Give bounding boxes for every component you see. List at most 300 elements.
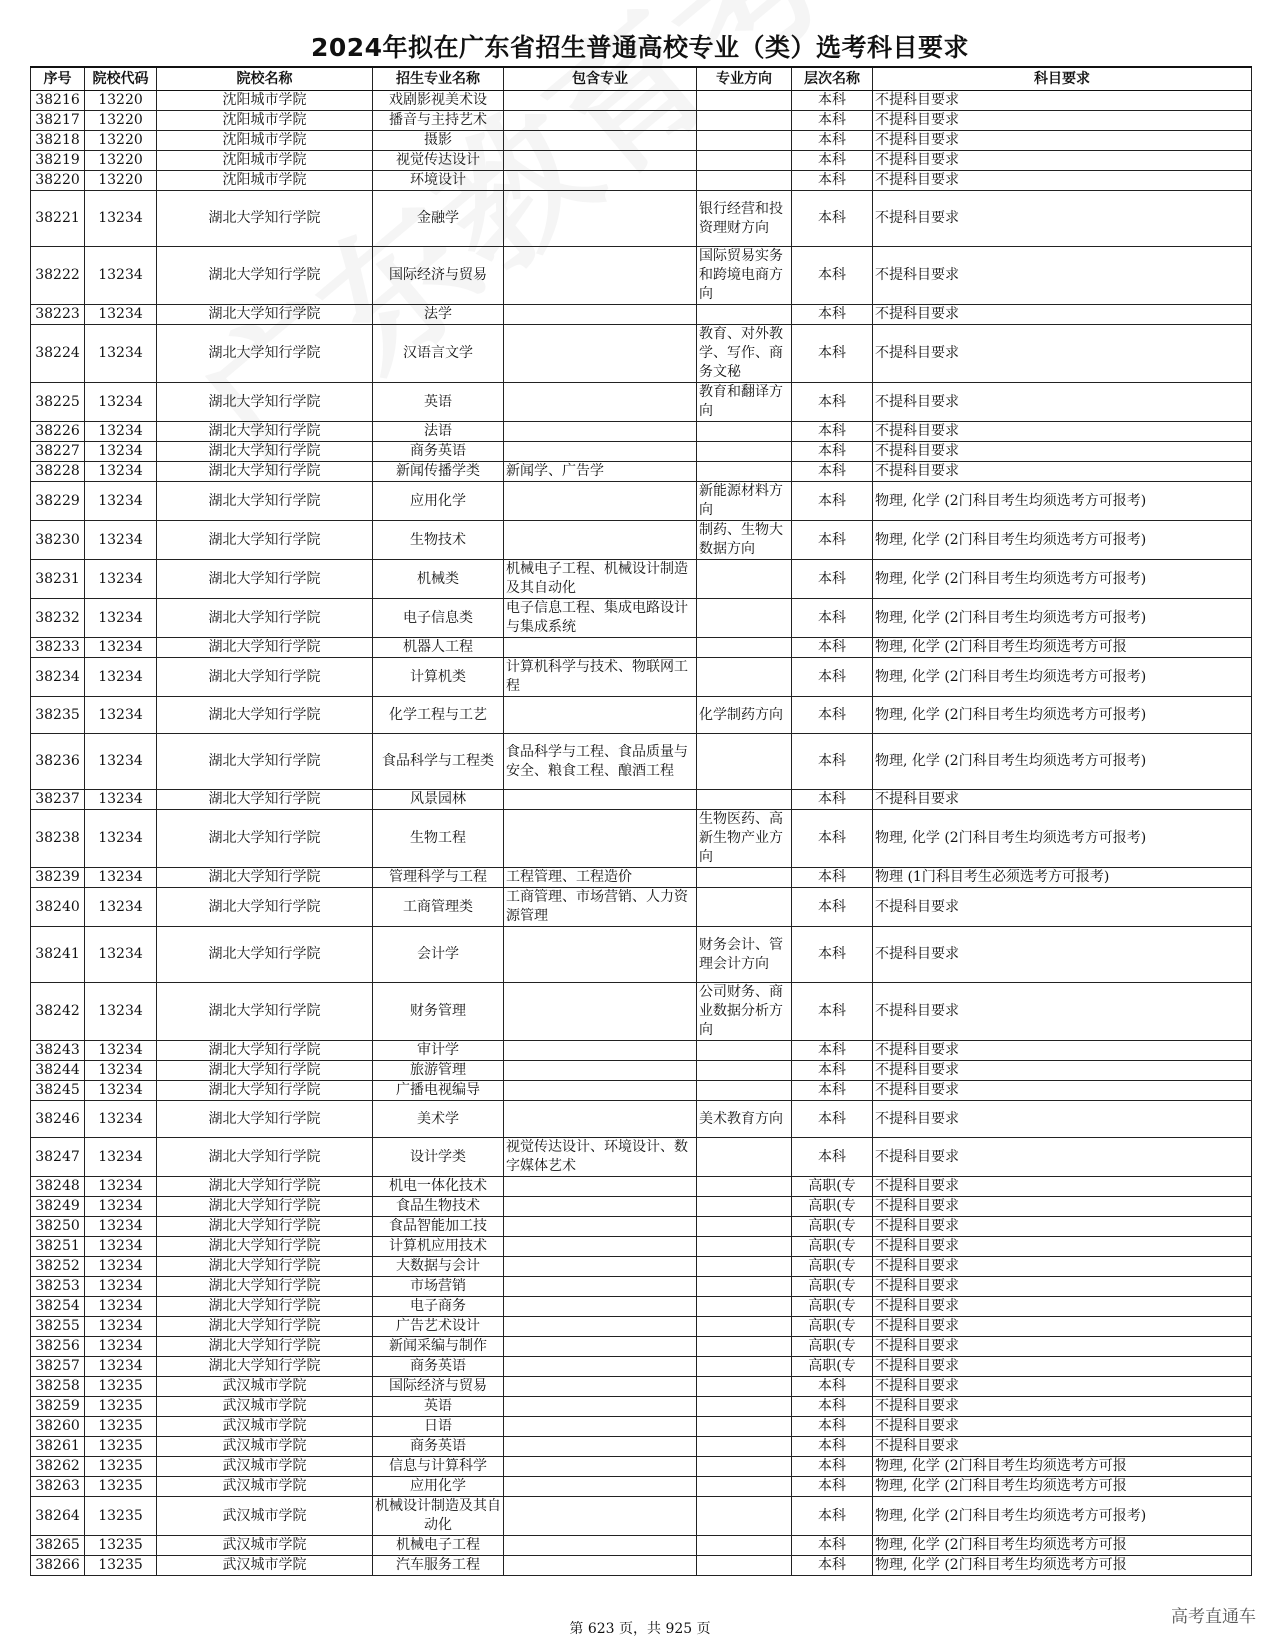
row-requirement: 物理, 化学 (2门科目考生均须选考方可报考) [873,697,1252,734]
row-code: 13235 [85,1457,157,1477]
row-code: 13234 [85,1277,157,1297]
row-seq: 38235 [31,697,85,734]
row-school: 湖北大学知行学院 [157,888,373,927]
row-code: 13234 [85,888,157,927]
row-seq: 38254 [31,1297,85,1317]
row-direction: 生物医药、高新生物产业方向 [697,810,792,868]
row-level: 本科 [792,482,873,521]
row-seq: 38229 [31,482,85,521]
row-seq: 38216 [31,91,85,111]
row-school: 湖北大学知行学院 [157,1317,373,1337]
table-row [31,383,1252,422]
row-include [504,1197,697,1217]
row-school: 湖北大学知行学院 [157,868,373,888]
table-row [31,560,1252,599]
row-seq: 38257 [31,1357,85,1377]
table-row [31,1217,1252,1237]
row-include [504,1556,697,1576]
row-requirement: 不提科目要求 [873,191,1252,247]
row-direction [697,1397,792,1417]
row-direction [697,1536,792,1556]
row-requirement: 不提科目要求 [873,1177,1252,1197]
table-row [31,1497,1252,1536]
table-row [31,1041,1252,1061]
row-level: 本科 [792,247,873,305]
row-school: 湖北大学知行学院 [157,305,373,325]
row-code: 13234 [85,1357,157,1377]
row-code: 13234 [85,422,157,442]
table-row [31,1556,1252,1576]
row-requirement: 物理 (1门科目考生必须选考方可报考) [873,868,1252,888]
row-code: 13234 [85,305,157,325]
row-direction [697,658,792,697]
row-include [504,247,697,305]
row-include [504,1477,697,1497]
table-row [31,734,1252,790]
row-include [504,1061,697,1081]
table-header-row [31,67,1252,91]
row-requirement: 不提科目要求 [873,927,1252,983]
row-seq: 38241 [31,927,85,983]
row-level: 本科 [792,442,873,462]
table-row [31,888,1252,927]
table-row [31,521,1252,560]
row-requirement: 不提科目要求 [873,1101,1252,1138]
row-code: 13220 [85,111,157,131]
row-level: 本科 [792,734,873,790]
row-school: 湖北大学知行学院 [157,1138,373,1177]
row-level: 本科 [792,171,873,191]
row-major: 广播电视编导 [373,1081,504,1101]
col-header-major: 招生专业名称 [373,67,504,91]
row-direction [697,1138,792,1177]
row-direction: 新能源材料方向 [697,482,792,521]
row-major: 法学 [373,305,504,325]
row-level: 高职(专 [792,1197,873,1217]
row-major: 机械类 [373,560,504,599]
row-major: 生物工程 [373,810,504,868]
row-major: 计算机类 [373,658,504,697]
row-school: 湖北大学知行学院 [157,1237,373,1257]
row-code: 13234 [85,599,157,638]
row-requirement: 不提科目要求 [873,383,1252,422]
row-requirement: 不提科目要求 [873,888,1252,927]
row-school: 湖北大学知行学院 [157,1061,373,1081]
table-row [31,171,1252,191]
row-school: 湖北大学知行学院 [157,1357,373,1377]
row-seq: 38251 [31,1237,85,1257]
row-requirement: 不提科目要求 [873,1217,1252,1237]
row-direction: 公司财务、商业数据分析方向 [697,983,792,1041]
row-school: 武汉城市学院 [157,1377,373,1397]
table-row [31,868,1252,888]
row-code: 13234 [85,868,157,888]
row-requirement: 物理, 化学 (2门科目考生均须选考方可报考) [873,482,1252,521]
table-row [31,442,1252,462]
row-direction [697,868,792,888]
row-include [504,983,697,1041]
table-row [31,1417,1252,1437]
row-include: 工商管理、市场营销、人力资源管理 [504,888,697,927]
row-major: 法语 [373,422,504,442]
row-code: 13235 [85,1497,157,1536]
row-seq: 38230 [31,521,85,560]
row-direction [697,888,792,927]
row-major: 食品生物技术 [373,1197,504,1217]
table-row [31,1061,1252,1081]
row-seq: 38224 [31,325,85,383]
row-major: 广告艺术设计 [373,1317,504,1337]
row-include [504,521,697,560]
table-row [31,1177,1252,1197]
row-include [504,1397,697,1417]
row-major: 大数据与会计 [373,1257,504,1277]
row-code: 13234 [85,325,157,383]
row-code: 13234 [85,247,157,305]
row-seq: 38221 [31,191,85,247]
row-level: 本科 [792,521,873,560]
table-row [31,1197,1252,1217]
row-include [504,1041,697,1061]
row-include [504,151,697,171]
row-level: 本科 [792,1081,873,1101]
row-major: 国际经济与贸易 [373,1377,504,1397]
row-school: 湖北大学知行学院 [157,1257,373,1277]
row-seq: 38245 [31,1081,85,1101]
row-school: 武汉城市学院 [157,1556,373,1576]
row-school: 沈阳城市学院 [157,151,373,171]
row-include [504,790,697,810]
row-requirement: 不提科目要求 [873,983,1252,1041]
row-code: 13235 [85,1377,157,1397]
row-code: 13234 [85,1317,157,1337]
row-seq: 38244 [31,1061,85,1081]
table-row [31,305,1252,325]
row-requirement: 物理, 化学 (2门科目考生均须选考方可报考) [873,521,1252,560]
row-school: 湖北大学知行学院 [157,638,373,658]
row-school: 湖北大学知行学院 [157,1217,373,1237]
row-level: 本科 [792,1556,873,1576]
row-level: 本科 [792,638,873,658]
row-requirement: 不提科目要求 [873,111,1252,131]
row-direction [697,1437,792,1457]
row-level: 本科 [792,888,873,927]
row-include [504,131,697,151]
row-include: 视觉传达设计、环境设计、数字媒体艺术 [504,1138,697,1177]
row-level: 高职(专 [792,1337,873,1357]
row-school: 湖北大学知行学院 [157,697,373,734]
row-major: 市场营销 [373,1277,504,1297]
row-seq: 38261 [31,1437,85,1457]
row-level: 本科 [792,462,873,482]
row-school: 湖北大学知行学院 [157,1197,373,1217]
row-requirement: 不提科目要求 [873,1437,1252,1457]
row-level: 本科 [792,1497,873,1536]
table-row [31,983,1252,1041]
row-major: 机电一体化技术 [373,1177,504,1197]
row-include [504,442,697,462]
row-seq: 38219 [31,151,85,171]
row-requirement: 物理, 化学 (2门科目考生均须选考方可报考) [873,810,1252,868]
row-major: 环境设计 [373,171,504,191]
col-header-code: 院校代码 [85,67,157,91]
table-row [31,790,1252,810]
row-seq: 38248 [31,1177,85,1197]
row-major: 生物技术 [373,521,504,560]
row-requirement: 不提科目要求 [873,1061,1252,1081]
row-level: 本科 [792,1377,873,1397]
row-include [504,1357,697,1377]
row-include [504,1177,697,1197]
row-include [504,1237,697,1257]
row-code: 13220 [85,131,157,151]
table-row [31,1337,1252,1357]
row-requirement: 物理, 化学 (2门科目考生均须选考方可报考) [873,1497,1252,1536]
row-code: 13234 [85,1081,157,1101]
row-include: 电子信息工程、集成电路设计与集成系统 [504,599,697,638]
table-row [31,1377,1252,1397]
row-requirement: 物理, 化学 (2门科目考生均须选考方可报考) [873,599,1252,638]
row-requirement: 不提科目要求 [873,790,1252,810]
row-seq: 38258 [31,1377,85,1397]
row-requirement: 不提科目要求 [873,91,1252,111]
table-row [31,599,1252,638]
row-seq: 38226 [31,422,85,442]
table-row [31,638,1252,658]
row-include [504,1257,697,1277]
row-level: 本科 [792,1536,873,1556]
row-level: 本科 [792,1138,873,1177]
row-seq: 38249 [31,1197,85,1217]
table-row [31,91,1252,111]
table-row [31,462,1252,482]
row-school: 湖北大学知行学院 [157,599,373,638]
row-include [504,1536,697,1556]
row-level: 高职(专 [792,1297,873,1317]
row-level: 高职(专 [792,1257,873,1277]
row-level: 本科 [792,560,873,599]
row-major: 汽车服务工程 [373,1556,504,1576]
row-level: 本科 [792,1417,873,1437]
row-school: 武汉城市学院 [157,1437,373,1457]
row-direction: 银行经营和投资理财方向 [697,191,792,247]
row-direction [697,171,792,191]
row-seq: 38247 [31,1138,85,1177]
requirements-table [30,66,1252,1576]
row-direction [697,1417,792,1437]
row-code: 13234 [85,658,157,697]
row-seq: 38246 [31,1101,85,1138]
row-seq: 38217 [31,111,85,131]
row-level: 本科 [792,131,873,151]
row-school: 湖北大学知行学院 [157,383,373,422]
row-seq: 38232 [31,599,85,638]
row-major: 国际经济与贸易 [373,247,504,305]
row-major: 机械设计制造及其自动化 [373,1497,504,1536]
row-direction [697,1477,792,1497]
row-include [504,1337,697,1357]
row-major: 电子信息类 [373,599,504,638]
table-row [31,1081,1252,1101]
row-seq: 38265 [31,1536,85,1556]
row-direction [697,422,792,442]
row-include [504,325,697,383]
row-major: 应用化学 [373,1477,504,1497]
row-code: 13234 [85,638,157,658]
row-direction [697,1277,792,1297]
row-major: 信息与计算科学 [373,1457,504,1477]
row-include [504,91,697,111]
row-code: 13234 [85,1101,157,1138]
row-school: 武汉城市学院 [157,1457,373,1477]
row-seq: 38223 [31,305,85,325]
row-requirement: 不提科目要求 [873,171,1252,191]
row-include [504,305,697,325]
row-direction [697,790,792,810]
row-direction: 制药、生物大数据方向 [697,521,792,560]
row-requirement: 不提科目要求 [873,422,1252,442]
row-direction [697,305,792,325]
row-requirement: 物理, 化学 (2门科目考生均须选考方可报 [873,1457,1252,1477]
row-direction [697,1177,792,1197]
row-major: 新闻采编与制作 [373,1337,504,1357]
row-code: 13234 [85,810,157,868]
row-major: 商务英语 [373,1357,504,1377]
row-major: 计算机应用技术 [373,1237,504,1257]
table-row [31,1257,1252,1277]
row-seq: 38222 [31,247,85,305]
row-code: 13234 [85,697,157,734]
table-row [31,1277,1252,1297]
row-code: 13234 [85,734,157,790]
row-direction: 财务会计、管理会计方向 [697,927,792,983]
row-seq: 38218 [31,131,85,151]
row-include [504,111,697,131]
row-level: 高职(专 [792,1177,873,1197]
row-requirement: 不提科目要求 [873,1277,1252,1297]
row-school: 武汉城市学院 [157,1417,373,1437]
col-header-level: 层次名称 [792,67,873,91]
table-row [31,111,1252,131]
row-include [504,383,697,422]
row-requirement: 不提科目要求 [873,442,1252,462]
row-school: 武汉城市学院 [157,1397,373,1417]
row-requirement: 物理, 化学 (2门科目考生均须选考方可报考) [873,734,1252,790]
row-requirement: 不提科目要求 [873,1377,1252,1397]
row-seq: 38237 [31,790,85,810]
row-requirement: 不提科目要求 [873,1197,1252,1217]
row-code: 13234 [85,1177,157,1197]
row-school: 武汉城市学院 [157,1497,373,1536]
row-major: 英语 [373,1397,504,1417]
row-requirement: 不提科目要求 [873,1337,1252,1357]
row-seq: 38255 [31,1317,85,1337]
row-code: 13234 [85,1337,157,1357]
row-code: 13235 [85,1477,157,1497]
row-code: 13234 [85,1217,157,1237]
row-level: 本科 [792,810,873,868]
row-direction [697,151,792,171]
row-school: 湖北大学知行学院 [157,810,373,868]
table-row [31,1437,1252,1457]
row-include [504,927,697,983]
row-include [504,1457,697,1477]
row-major: 化学工程与工艺 [373,697,504,734]
row-direction [697,442,792,462]
row-level: 本科 [792,91,873,111]
row-seq: 38236 [31,734,85,790]
row-seq: 38242 [31,983,85,1041]
table-row [31,1101,1252,1138]
row-code: 13234 [85,1237,157,1257]
row-requirement: 不提科目要求 [873,1081,1252,1101]
table-row [31,422,1252,442]
row-include: 工程管理、工程造价 [504,868,697,888]
row-include [504,422,697,442]
row-include [504,638,697,658]
row-include [504,1317,697,1337]
table-row [31,1357,1252,1377]
table-row [31,482,1252,521]
row-requirement: 不提科目要求 [873,1297,1252,1317]
row-requirement: 不提科目要求 [873,1317,1252,1337]
row-include [504,482,697,521]
row-code: 13235 [85,1397,157,1417]
row-level: 高职(专 [792,1357,873,1377]
row-code: 13234 [85,442,157,462]
table-row [31,927,1252,983]
row-seq: 38260 [31,1417,85,1437]
row-seq: 38239 [31,868,85,888]
row-school: 湖北大学知行学院 [157,1081,373,1101]
row-code: 13234 [85,983,157,1041]
row-requirement: 不提科目要求 [873,1357,1252,1377]
row-level: 本科 [792,790,873,810]
row-major: 食品科学与工程类 [373,734,504,790]
row-include [504,697,697,734]
row-school: 武汉城市学院 [157,1536,373,1556]
table-row [31,1297,1252,1317]
row-direction [697,1497,792,1536]
row-school: 湖北大学知行学院 [157,1337,373,1357]
row-school: 湖北大学知行学院 [157,1177,373,1197]
row-major: 管理科学与工程 [373,868,504,888]
row-seq: 38253 [31,1277,85,1297]
row-level: 本科 [792,1477,873,1497]
row-school: 湖北大学知行学院 [157,442,373,462]
row-requirement: 不提科目要求 [873,1417,1252,1437]
row-school: 湖北大学知行学院 [157,521,373,560]
row-requirement: 物理, 化学 (2门科目考生均须选考方可报考) [873,560,1252,599]
row-direction: 教育和翻译方向 [697,383,792,422]
row-include [504,191,697,247]
row-major: 英语 [373,383,504,422]
page-number: 第 623 页，共 925 页 [569,1621,711,1637]
row-level: 本科 [792,1437,873,1457]
row-school: 湖北大学知行学院 [157,1297,373,1317]
row-major: 戏剧影视美术设 [373,91,504,111]
table-row [31,1138,1252,1177]
row-major: 应用化学 [373,482,504,521]
row-direction: 美术教育方向 [697,1101,792,1138]
row-major: 摄影 [373,131,504,151]
row-include [504,1217,697,1237]
row-level: 高职(专 [792,1317,873,1337]
row-code: 13234 [85,790,157,810]
row-requirement: 不提科目要求 [873,151,1252,171]
row-requirement: 物理, 化学 (2门科目考生均须选考方可报考) [873,658,1252,697]
row-direction [697,560,792,599]
